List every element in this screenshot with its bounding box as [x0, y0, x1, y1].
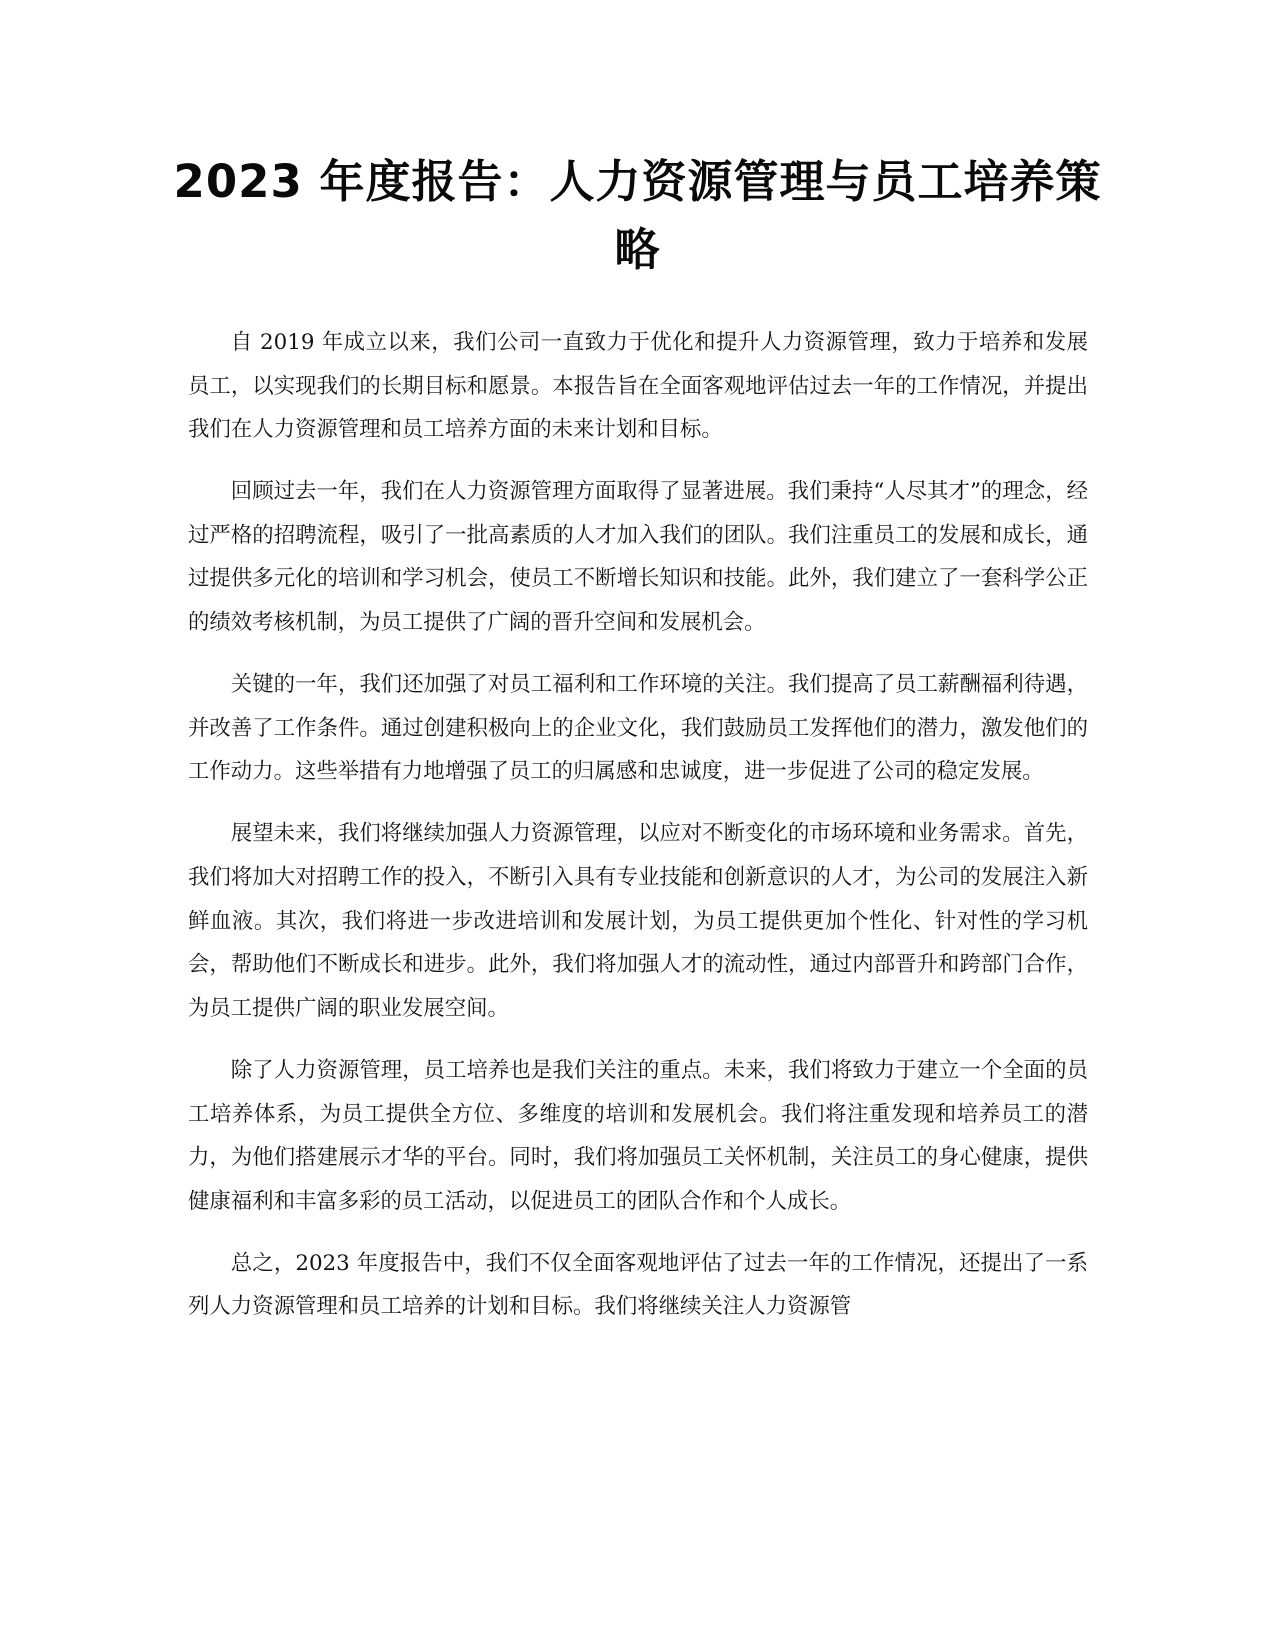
paragraph-summary: 总之，2023 年度报告中，我们不仅全面客观地评估了过去一年的工作情况，还提出了一系列人力资源管理和员工培养的计划和目标。我们将继续关注人力资源管 [188, 1250, 1088, 1320]
document-body [188, 321, 1088, 1347]
document-title: 2023 年度报告：人力资源管理与员工培养策略 [173, 155, 1102, 276]
paragraph-review: 回顾过去一年，我们在人力资源管理方面取得了显著进展。我们秉持“人尽其才”的理念，经过严格的招聘流程，吸引了一批高素质的人才加入我们的团队。我们注重员工的发展和成长，通过提供多元化的培训和学习机会，使员工不断增长知识和技能。此外，我们建立了一套科学公正的绩效考核机制，为员工提供了广阔的晋升空间和发展机会。 [188, 479, 1088, 636]
paragraph-training: 除了人力资源管理，员工培养也是我们关注的重点。未来，我们将致力于建立一个全面的员工培养体系，为员工提供全方位、多维度的培训和发展机会。我们将注重发现和培养员工的潜力，为他们搭建展示才华的平台。同时，我们将加强员工关怀机制，关注员工的身心健康，提供健康福利和丰富多彩的员工活动，以促进员工的团队合作和个人成长。 [188, 1057, 1088, 1214]
paragraph-outlook: 展望未来，我们将继续加强人力资源管理，以应对不断变化的市场环境和业务需求。首先，我们将加大对招聘工作的投入，不断引入具有专业技能和创新意识的人才，为公司的发展注入新鲜血液。其次，我们将进一步改进培训和发展计划，为员工提供更加个性化、针对性的学习机会，帮助他们不断成长和进步。此外，我们将加强人才的流动性，通过内部晋升和跨部门合作，为员工提供广阔的职业发展空间。 [188, 821, 1088, 1021]
paragraph-intro: 自 2019 年成立以来，我们公司一直致力于优化和提升人力资源管理，致力于培养和发展员工，以实现我们的长期目标和愿景。本报告旨在全面客观地评估过去一年的工作情况，并提出我们在人力资源管理和员工培养方面的未来计划和目标。 [188, 330, 1088, 443]
paragraph-welfare: 关键的一年，我们还加强了对员工福利和工作环境的关注。我们提高了员工薪酬福利待遇，并改善了工作条件。通过创建积极向上的企业文化，我们鼓励员工发挥他们的潜力，激发他们的工作动力。这些举措有力地增强了员工的归属感和忠诚度，进一步促进了公司的稳定发展。 [188, 672, 1088, 785]
